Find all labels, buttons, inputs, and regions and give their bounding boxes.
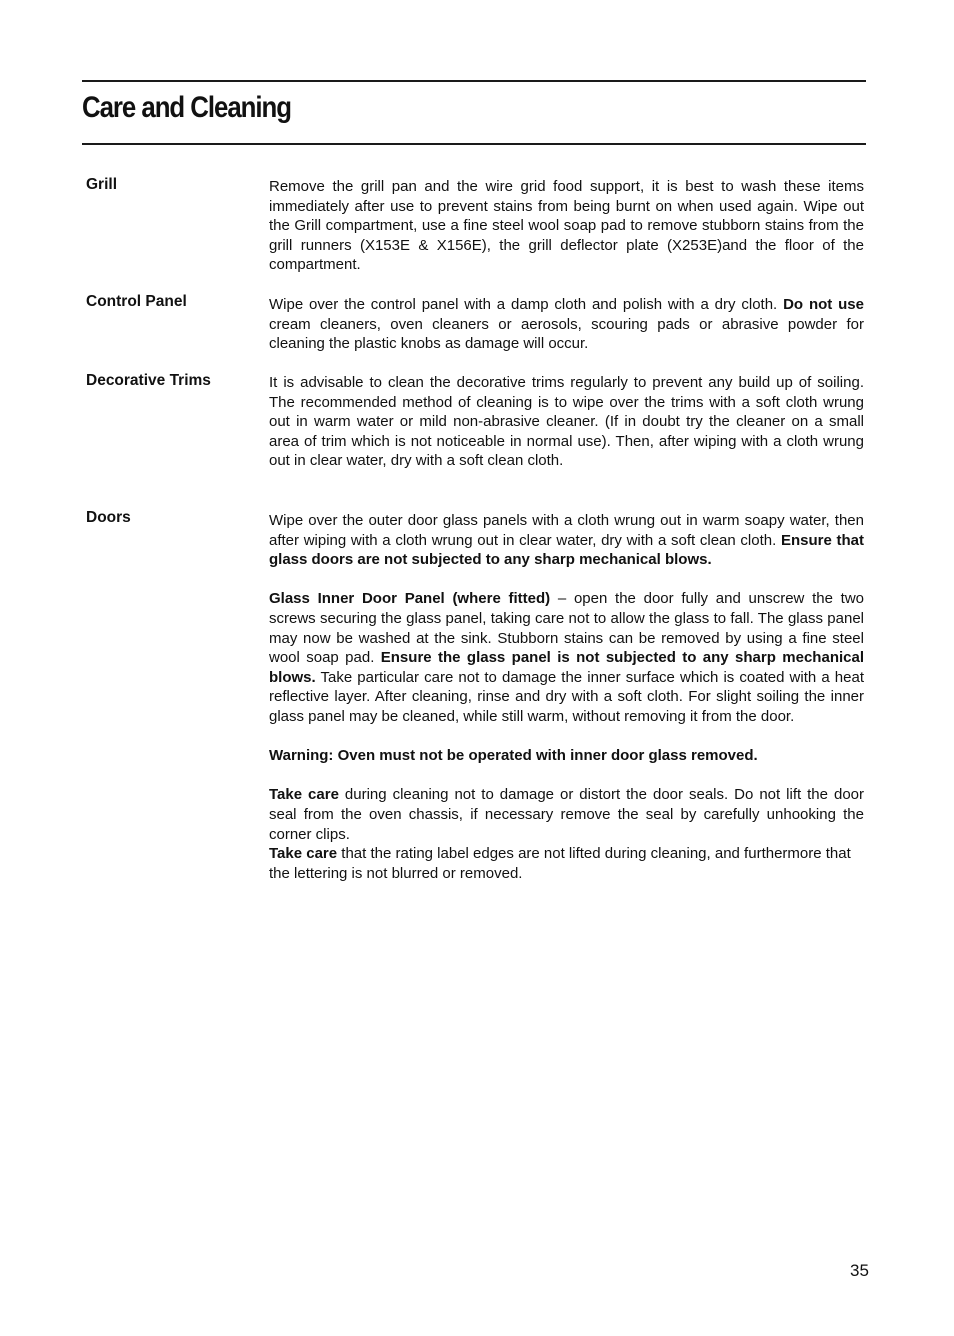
doors-warning: Warning: Oven must not be operated with inner door glass removed. (269, 747, 758, 765)
control-panel-text-1: Wipe over the control panel with a damp cloth and polish with a dry cloth. (269, 296, 778, 313)
header-bottom-rule (82, 143, 866, 145)
doors-p5-text: that the rating label edges are not lifted during cleaning, and furthermore that the lettering is not blurred or removed. (269, 845, 851, 882)
header-top-rule (82, 80, 866, 82)
control-panel-do-not-use: Do not use (783, 296, 864, 313)
doors-p1-bold: Ensure that glass doors are not subjected to any sharp mechanical blows. (269, 531, 865, 569)
section-label-decorative-trims: Decorative Trims (86, 372, 211, 389)
grill-paragraph: Remove the grill pan and the wire grid food support, it is best to wash these items immediately after use to prevent stains from being burnt on when used again. Wipe out the Grill compartment, use a fine steel wool soap pad to remove stubborn stains from the grill runners (X153E & X156E), the grill deflector plate (X253E)and the floor of the compartment. (269, 178, 864, 274)
doors-p1-text: Wipe over the outer door glass panels with a cloth wrung out in warm soapy water, then after wiping with a cloth wrung out in clear water, dry with a soft clean cloth. (269, 512, 864, 549)
control-panel-text-2: cream cleaners, oven cleaners or aerosols, scouring pads or abrasive powder for cleaning the plastic knobs as damage will occur. (269, 315, 864, 353)
section-label-control-panel: Control Panel (86, 293, 187, 310)
doors-paragraph-inner-panel (269, 589, 864, 726)
page-title: Care and Cleaning (82, 91, 291, 124)
doors-p2-bold-2: Ensure the glass panel is not subjected to any sharp mechanical blows. (269, 649, 864, 686)
page-number: 35 (850, 1261, 869, 1280)
doors-p2-text-2: Take particular care not to damage the inner surface which is coated with a heat reflective layer. After cleaning, rinse and dry with a soft cloth. For slight soiling the inner glass panel may be cleaned, while still warm, without removing it from the door. (269, 668, 864, 725)
doors-p2-heading: Glass Inner Door Panel (where fitted) (269, 590, 551, 608)
doors-paragraph-outer-glass (269, 511, 864, 570)
doors-p2-text-1: – open the door fully and unscrew the two screws securing the glass panel, taking care not to allow the glass to fall. The glass panel may now be washed at the sink. Stubborn stains can be removed by using a fine steel wool soap pad. (269, 590, 865, 667)
section-label-grill: Grill (86, 176, 118, 193)
doors-p4-text: during cleaning not to damage or distort the door seals. Do not lift the door seal from the oven chassis, if necessary remove the seal by carefully unhooking the corner clips. (269, 786, 864, 843)
control-panel-paragraph (269, 295, 864, 354)
section-label-doors: Doors (86, 509, 131, 526)
doors-paragraph-seals (269, 785, 864, 844)
doors-paragraph-rating-label (269, 844, 864, 883)
section-body-decorative-trims (269, 373, 864, 471)
doors-p5-bold: Take care (269, 845, 338, 863)
section-body-doors (269, 511, 864, 883)
decorative-trims-paragraph: It is advisable to clean the decorative trims regularly to prevent any build up of soiling. The recommended method of cleaning is to wipe over the trims with a soft cloth wrung out in warm water or mild non-abrasive cleaner. (If in doubt try the cleaner on a small area of trim which is not noticeable in normal use). Then, after wiping with a cloth wrung out in clear water, dry with a soft clean cloth. (269, 374, 864, 470)
doors-p4-bold: Take care (269, 786, 339, 804)
section-body-grill (269, 177, 864, 275)
section-body-control-panel (269, 295, 864, 354)
